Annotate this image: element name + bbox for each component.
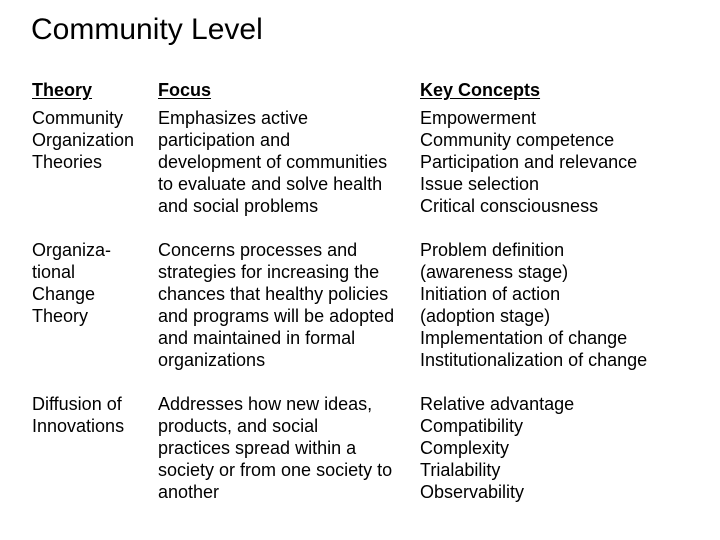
concept-line: Institutionalization of change xyxy=(420,350,648,370)
theory-line: Organiza- xyxy=(32,240,112,260)
focus-line: practices spread within a xyxy=(158,438,357,458)
focus-line: organizations xyxy=(158,350,266,370)
theory-line: Innovations xyxy=(32,416,125,436)
focus-line: another xyxy=(158,482,220,502)
concept-line: Participation and relevance xyxy=(420,152,638,172)
header-theory: Theory xyxy=(32,80,93,100)
focus-line: Addresses how new ideas, xyxy=(158,394,373,414)
concept-line: Relative advantage xyxy=(420,394,575,414)
theory-line: Diffusion of xyxy=(32,394,122,414)
row-3-theory xyxy=(32,393,124,437)
concept-line: Problem definition xyxy=(420,240,565,260)
row-1-theory xyxy=(32,107,134,173)
row-1-focus xyxy=(158,107,387,217)
focus-line: Concerns processes and xyxy=(158,240,358,260)
header-focus: Focus xyxy=(158,80,212,100)
concept-line: (awareness stage) xyxy=(420,262,569,282)
focus-line: participation and xyxy=(158,130,291,150)
row-3-key-concepts xyxy=(420,393,574,503)
concept-line: Community competence xyxy=(420,130,615,150)
focus-line: society or from one society to xyxy=(158,460,393,480)
concept-line: Compatibility xyxy=(420,416,524,436)
focus-line: and programs will be adopted xyxy=(158,306,395,326)
theory-line: Theories xyxy=(32,152,103,172)
row-2-key-concepts xyxy=(420,239,647,371)
focus-line: to evaluate and solve health xyxy=(158,174,383,194)
concept-line: Initiation of action xyxy=(420,284,561,304)
focus-line: and social problems xyxy=(158,196,319,216)
theory-line: Theory xyxy=(32,306,89,326)
concept-line: Complexity xyxy=(420,438,510,458)
theory-line: Organization xyxy=(32,130,135,150)
concept-line: Critical consciousness xyxy=(420,196,599,216)
concept-line: (adoption stage) xyxy=(420,306,551,326)
row-2-theory xyxy=(32,239,111,327)
row-3-focus xyxy=(158,393,392,503)
theory-line: tional xyxy=(32,262,76,282)
focus-line: and maintained in formal xyxy=(158,328,356,348)
concept-line: Empowerment xyxy=(420,108,537,128)
theory-line: Community xyxy=(32,108,124,128)
theory-line: Change xyxy=(32,284,96,304)
concept-line: Implementation of change xyxy=(420,328,628,348)
concept-line: Issue selection xyxy=(420,174,540,194)
row-1-key-concepts xyxy=(420,107,637,217)
focus-line: chances that healthy policies xyxy=(158,284,389,304)
focus-line: products, and social xyxy=(158,416,319,436)
focus-line: strategies for increasing the xyxy=(158,262,380,282)
concept-line: Trialability xyxy=(420,460,501,480)
slide-title: Community Level xyxy=(31,13,263,46)
focus-line: development of communities xyxy=(158,152,388,172)
header-key-concepts: Key Concepts xyxy=(420,80,541,100)
concept-line: Observability xyxy=(420,482,525,502)
row-2-focus xyxy=(158,239,394,371)
focus-line: Emphasizes active xyxy=(158,108,309,128)
